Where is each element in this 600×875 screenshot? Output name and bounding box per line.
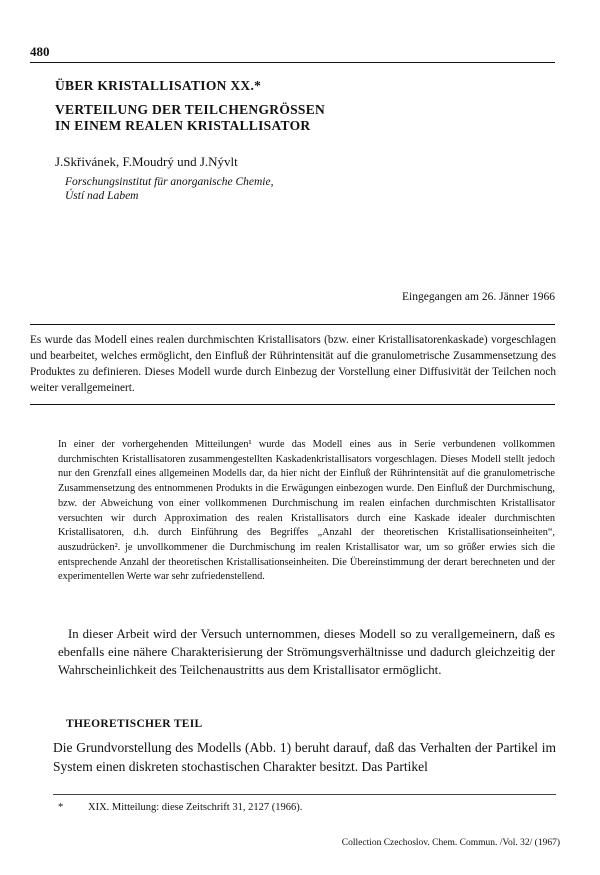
series-title: ÜBER KRISTALLISATION XX.* <box>55 78 262 93</box>
article-title-line-1: VERTEILUNG DER TEILCHENGRÖSSEN <box>55 102 326 117</box>
journal-reference: Collection Czechoslov. Chem. Commun. /Vol. 32/ (1967) <box>341 838 560 848</box>
aim-paragraph: In dieser Arbeit wird der Versuch unternommen, dieses Modell so zu verallgemeinern, daß es ebenfalls eine nähere Charakterisierung der Strömungsverhältnisse und dadurch gleichzeitig der Wahrscheinlichkeit des Teilchenaustritts aus dem Kristallisator ermöglicht. <box>58 627 555 677</box>
article-title-line-2: IN EINEM REALEN KRISTALLISATOR <box>55 118 311 133</box>
footnote-mark: * <box>58 802 64 813</box>
institution-line-1: Forschungsinstitut für anorganische Chemie, <box>65 176 274 188</box>
received-date: Eingegangen am 26. Jänner 1966 <box>402 291 555 303</box>
institution-line-2: Ústí nad Labem <box>65 190 139 202</box>
footnote-rule <box>53 794 556 795</box>
page-number: 480 <box>30 44 50 59</box>
section-heading: THEORETISCHER TEIL <box>66 718 203 730</box>
header-rule <box>30 62 555 63</box>
abstract-top-rule <box>30 324 555 325</box>
footnote-text: XIX. Mitteilung: diese Zeitschrift 31, 2127 (1966). <box>88 802 303 813</box>
authors: J.Skřivánek, F.Moudrý und J.Nývlt <box>55 154 238 169</box>
theory-paragraph: Die Grundvorstellung des Modells (Abb. 1) beruht darauf, daß das Verhalten der Partikel im System einen diskreten stochastischen Charakter besitzt. Das Partikel <box>53 740 556 774</box>
abstract-bottom-rule <box>30 404 555 405</box>
footnote <box>58 802 302 813</box>
intro-paragraph: In einer der vorhergehenden Mitteilungen¹ wurde das Modell eines aus in Serie verbundenen vollkommen durchmischten Kristallisatoren zusammengestellten Kaskadenkristallisators vorgeschlagen. Dieses Modell stellt jedoch nur den Grenzfall eines allgemeinen Modells dar, da hier nicht der Einfluß der Rührintensität auf die granulometrische Zusammensetzung des entnommenen Produkts in die Erwägungen einbezogen wurde. Den Einfluß der Durchmischung, bzw. der Abweichung von einer vollkommenen Durchmischung im realen einfachen durchmischten Kristallisator versuchten wir durch Approximation des realen Kristallisators durch eine Kaskade idealer durchmischten Kristallisatoren, d.h. durch Einführung des Begriffes „Anzahl der theoretischen Kristallisationseinheiten“, auszudrücken². je unvollkommener die Durchmischung im realen Kristallisator war, um so größer erwies sich die entsprechende Anzahl der theoretischen Kristallisationseinheiten. Die Übereinstimmung der derart berechneten und der experimentellen Werte war sehr zufriedenstellend. <box>58 439 555 583</box>
abstract: Es wurde das Modell eines realen durchmischten Kristallisators (bzw. einer Kristallisatorenkaskade) vorgeschlagen und bearbeitet, welches ermöglicht, den Einfluß der Rührintensität auf die granulometrische Zusammensetzung des Produktes zu definieren. Dieses Modell wurde durch Einbezug der Vorstellung einer Diffusivität der Teilchen noch weiter verallgemeinert. <box>30 334 556 394</box>
